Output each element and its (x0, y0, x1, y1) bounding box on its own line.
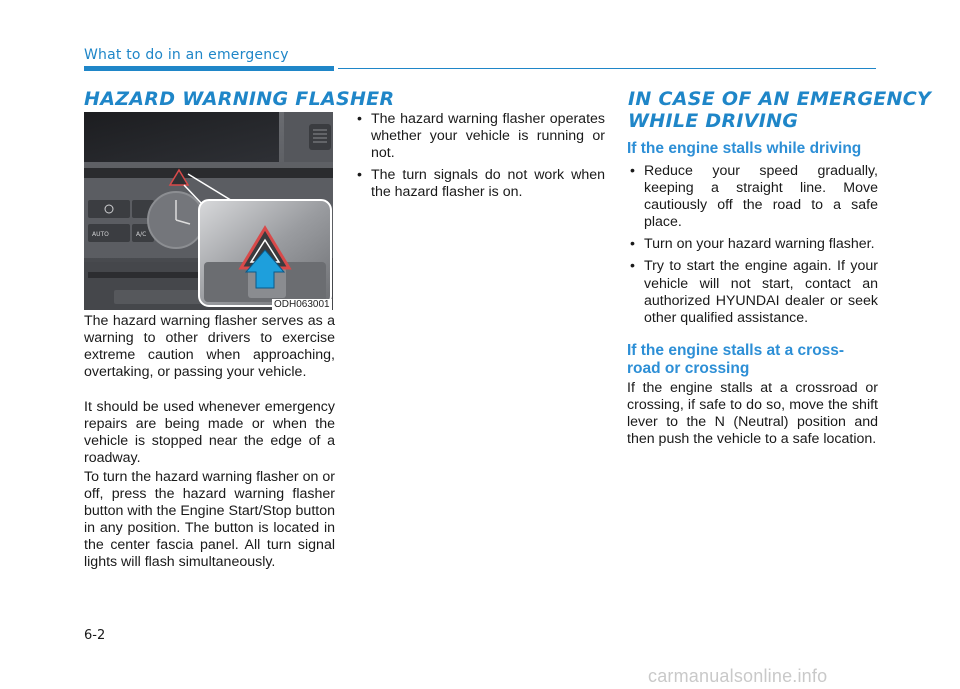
header-rule-thick (84, 66, 334, 71)
list-item: • The hazard warning flasher operates whether your vehicle is running or not. (354, 111, 605, 162)
page-number: 6-2 (84, 628, 106, 643)
list-item: • Try to start the engine again. If your vehicle will not start, contact an authorized HYUNDAI dealer or seek other qualified assistance. (627, 258, 878, 326)
hazard-paragraph-2: It should be used whenever emergency repairs are being made or when the vehicle is stopped near the edge of a roadway. (84, 399, 335, 467)
hazard-notes-list (354, 111, 605, 206)
stall-crossroad-subheading-line2: road or crossing (627, 360, 750, 377)
stall-driving-subheading: If the engine stalls while driving (627, 140, 862, 157)
list-item: • The turn signals do not work when the hazard flasher is on. (354, 167, 605, 201)
svg-text:A/C: A/C (136, 231, 147, 238)
stall-crossroad-paragraph: If the engine stalls at a crossroad or crossing, if safe to do so, move the shift lever to the N (Neutral) position and then push the vehicle to a safe location. (627, 380, 878, 448)
svg-text:AUTO: AUTO (92, 231, 109, 238)
hazard-paragraph-1: The hazard warning flasher serves as a warning to other drivers to exercise extreme caution when approaching, overtaking, or passing your vehicle. (84, 313, 335, 381)
hazard-flasher-heading: HAZARD WARNING FLASHER (84, 88, 395, 110)
list-item: • Reduce your speed gradually, keeping a straight line. Move cautiously off the road to a safe place. (627, 163, 878, 231)
list-item: • Turn on your hazard warning flasher. (627, 236, 878, 253)
header-rule-thin (338, 68, 876, 69)
emergency-heading-line2: WHILE DRIVING (628, 110, 799, 132)
stall-driving-list (627, 163, 878, 332)
figure-code: ODH063001 (274, 299, 330, 310)
watermark: carmanualsonline.info (648, 666, 828, 686)
dashboard-illustration (84, 112, 333, 310)
hazard-paragraph-3: To turn the hazard warning flasher on or off, press the hazard warning flasher button with the Engine Start/Stop button in any position. The button is located in the center fascia panel. All turn signal lights will flash simultaneously. (84, 469, 335, 571)
emergency-heading-line1: IN CASE OF AN EMERGENCY (628, 88, 932, 110)
hazard-button-figure (84, 112, 333, 310)
stall-crossroad-subheading-line1: If the engine stalls at a cross- (627, 342, 845, 359)
section-header: What to do in an emergency (84, 47, 289, 63)
